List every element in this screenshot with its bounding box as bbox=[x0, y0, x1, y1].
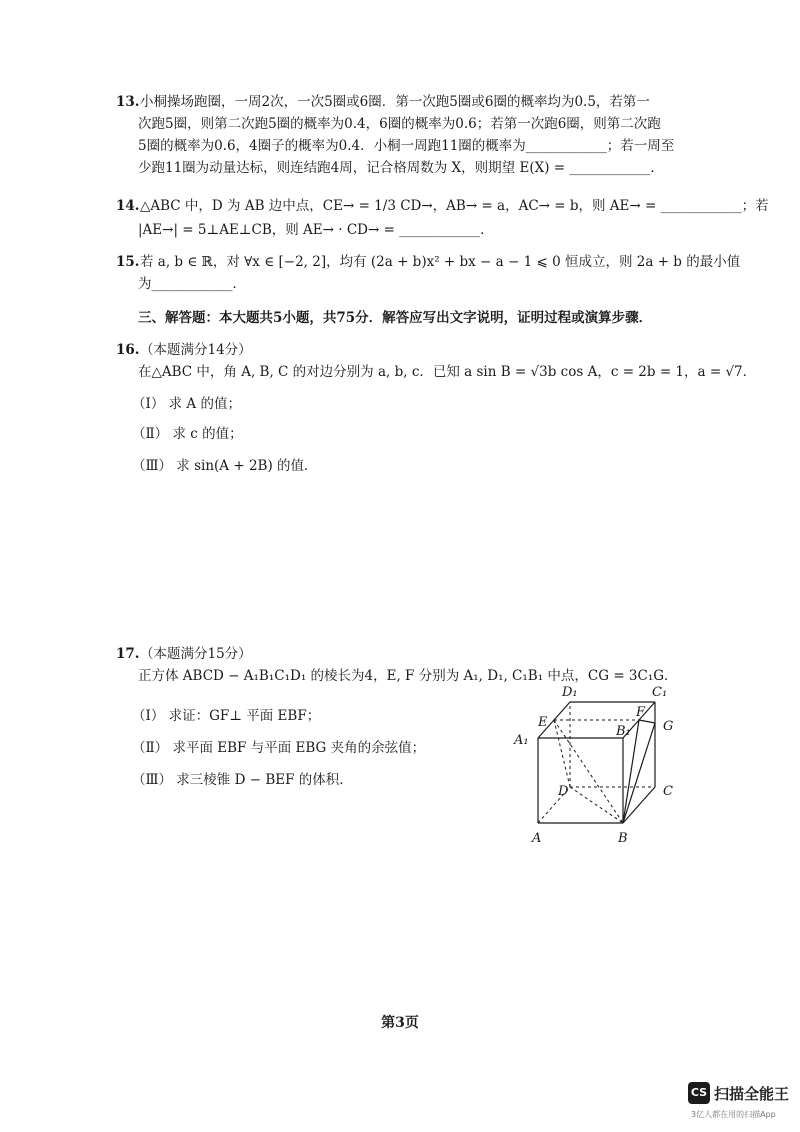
segment-F-G bbox=[639, 720, 655, 723]
hidden-segment-D-B bbox=[570, 787, 623, 823]
q17-score: （本题满分15分） bbox=[140, 646, 252, 662]
q17-stem: 正方体 ABCD − A₁B₁C₁D₁ 的棱长为4，E, F 分别为 A₁, D₁, C₁B₁ 中点，CG = 3C₁G． bbox=[138, 668, 678, 684]
label-A1: A₁ bbox=[514, 733, 529, 748]
label-G: G bbox=[663, 719, 674, 734]
label-E: E bbox=[538, 715, 548, 730]
q16-part-3: （Ⅲ） 求 sin(A + 2B) 的值． bbox=[132, 458, 318, 474]
camscanner-logo: CS bbox=[688, 1082, 710, 1104]
q17-number: 17. bbox=[116, 646, 140, 662]
label-B: B bbox=[618, 831, 628, 846]
q14-number: 14. bbox=[116, 198, 140, 214]
label-F: F bbox=[636, 705, 646, 720]
scanner-watermark bbox=[688, 1082, 792, 1122]
q15-line-2: 为____________． bbox=[138, 276, 246, 292]
label-D1: D₁ bbox=[562, 685, 578, 700]
q16-part-1: （Ⅰ） 求 A 的值； bbox=[132, 396, 241, 412]
cube-figure bbox=[508, 680, 688, 850]
page-number: 第3页 bbox=[381, 1015, 419, 1031]
section-3-heading: 三、解答题：本大题共5小题，共75分．解答应写出文字说明，证明过程或演算步骤． bbox=[138, 310, 653, 326]
q15-line-1: 15.若 a, b ∈ ℝ，对 ∀x ∈ [−2, 2]，均有 (2a + b)x² + bx − a − 1 ⩽ 0 恒成立，则 2a + b 的最小值 bbox=[116, 254, 741, 270]
label-D: D bbox=[558, 784, 569, 799]
q13-line-3: 5圈的概率为0.6，4圈子的概率为0.4．小桐一周跑11圈的概率为____________；若一周至 bbox=[138, 138, 675, 154]
watermark-slogan: 3亿人都在用的扫描App bbox=[691, 1110, 776, 1119]
q17-part-2: （Ⅱ） 求平面 EBF 与平面 EBG 夹角的余弦值； bbox=[132, 740, 426, 756]
q13-line-2: 次跑5圈，则第二次跑5圈的概率为0.4，6圈的概率为0.6；若第一次跑6圈，则第二次跑 bbox=[138, 116, 661, 132]
label-C1: C₁ bbox=[652, 685, 668, 700]
q13-number: 13. bbox=[116, 94, 140, 110]
q16-score: （本题满分14分） bbox=[140, 342, 252, 358]
q17-header bbox=[116, 644, 252, 664]
q16-number: 16. bbox=[116, 342, 140, 358]
q13-line-1: 13.小桐操场跑圈，一周2次，一次5圈或6圈．第一次跑5圈或6圈的概率均为0.5，若第一 bbox=[116, 94, 650, 110]
q17-part-3: （Ⅲ） 求三棱锥 D − BEF 的体积． bbox=[132, 772, 353, 788]
q15-number: 15. bbox=[116, 254, 140, 270]
watermark-app-name: 扫描全能王 bbox=[714, 1085, 790, 1103]
q14-line-2: |AE→| = 5⊥AE⊥CB，则 AE→ · CD→ = ____________． bbox=[138, 222, 494, 238]
hidden-segment-E-B bbox=[554, 720, 623, 823]
label-B1: B₁ bbox=[616, 724, 631, 739]
q16-stem: 在△ABC 中，角 A, B, C 的对边分别为 a, b, c．已知 a sin B = √3b cos A，c = 2b = 1，a = √7． bbox=[138, 364, 757, 380]
label-A: A bbox=[532, 831, 542, 846]
q16-header bbox=[116, 340, 252, 360]
q14-line-1: 14.△ABC 中，D 为 AB 边中点，CE→ = 1/3 CD→，AB→ = a，AC→ = b，则 AE→ = ____________；若 bbox=[116, 198, 769, 214]
q17-part-1: （Ⅰ） 求证：GF⊥ 平面 EBF； bbox=[132, 708, 321, 724]
q13-line-4: 少跑11圈为动量达标，则连结跑4周，记合格周数为 X，则期望 E(X) = ____________． bbox=[138, 160, 664, 176]
hidden-segment-E-D bbox=[554, 720, 570, 787]
label-C: C bbox=[663, 784, 673, 799]
q16-part-2: （Ⅱ） 求 c 的值； bbox=[132, 426, 243, 442]
